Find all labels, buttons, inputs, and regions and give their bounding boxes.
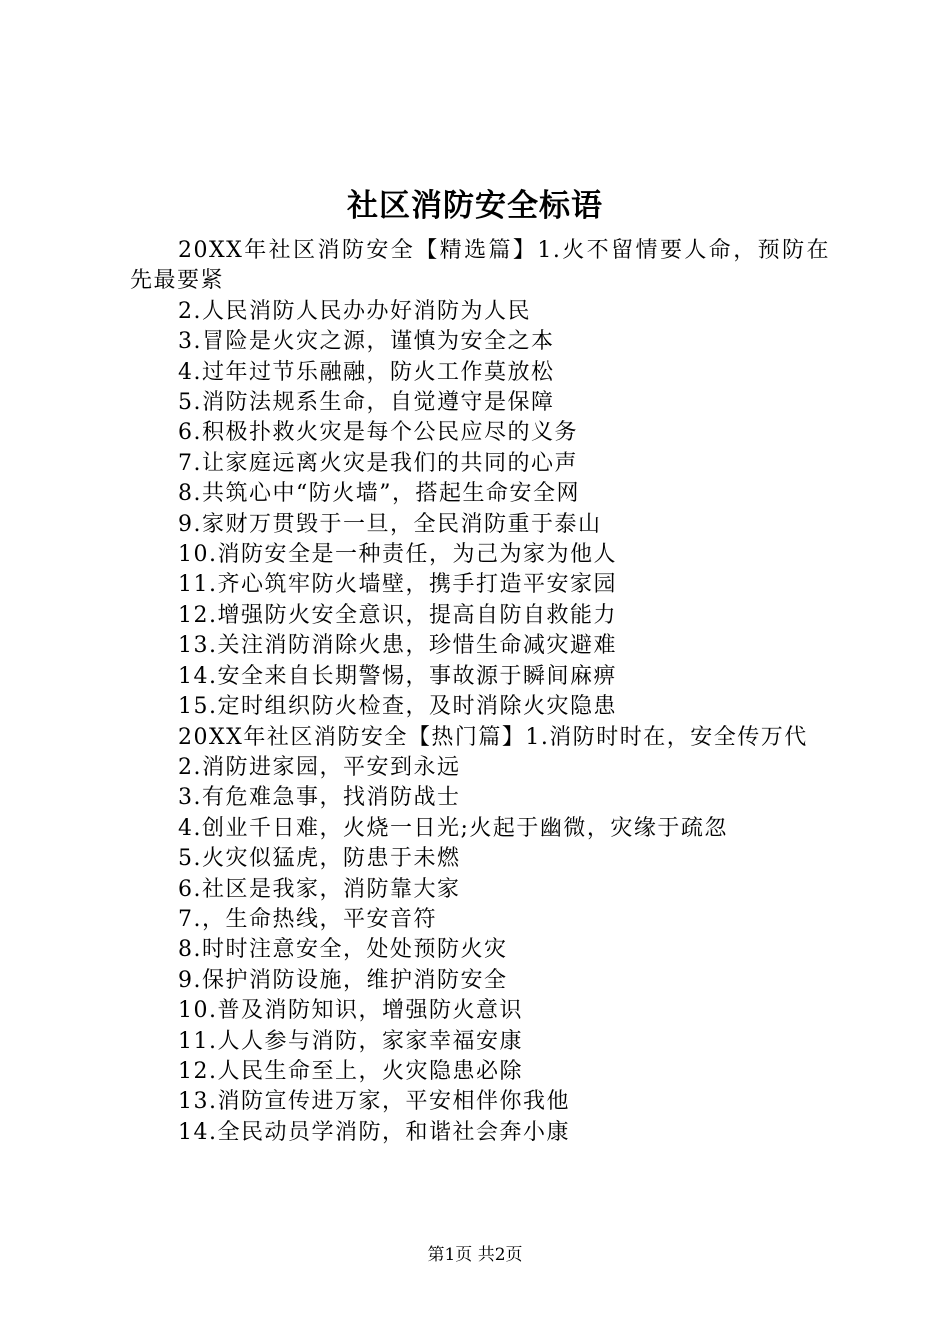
- list-item: 10.消防安全是一种责任，为己为家为他人: [178, 542, 617, 568]
- list-item: 3.有危难急事，找消防战士: [178, 785, 461, 811]
- list-item: 8.时时注意安全，处处预防火灾: [178, 937, 508, 963]
- list-item: 7.让家庭远离火灾是我们的共同的心声: [178, 450, 578, 476]
- list-item: 13.消防宣传进万家，平安相伴你我他: [178, 1089, 570, 1115]
- list-item: 12.人民生命至上，火灾隐患必除: [178, 1058, 523, 1084]
- list-item: 10.普及消防知识，增强防火意识: [178, 998, 523, 1024]
- section2-intro: 20XX年社区消防安全【热门篇】1.消防时时在，安全传万代: [178, 724, 808, 750]
- list-item: 5.火灾似猛虎，防患于未燃: [178, 846, 461, 872]
- list-item: 5.消防法规系生命，自觉遵守是保障: [178, 390, 555, 416]
- list-item: 6.社区是我家，消防靠大家: [178, 876, 461, 902]
- list-item: 14.全民动员学消防，和谐社会奔小康: [178, 1119, 570, 1145]
- list-item: 2.消防进家园，平安到永远: [178, 754, 461, 780]
- list-item: 8.共筑心中“防火墙”，搭起生命安全网: [178, 481, 580, 507]
- list-item: 13.关注消防消除火患，珍惜生命减灾避难: [178, 633, 617, 659]
- list-item: 6.积极扑救火灾是每个公民应尽的义务: [178, 420, 578, 446]
- section1-intro: 20XX年社区消防安全【精选篇】1.火不留情要人命，预防在先最要紧: [130, 238, 830, 294]
- list-item: 9.家财万贯毁于一旦，全民消防重于泰山: [178, 511, 602, 537]
- list-item: 15.定时组织防火检查，及时消除火灾隐患: [178, 694, 617, 720]
- document-title: 社区消防安全标语: [347, 188, 603, 224]
- document-body: [130, 236, 830, 1148]
- list-item: 11.齐心筑牢防火墙壁，携手打造平安家园: [178, 572, 617, 598]
- list-item: 7.，生命热线，平安音符: [178, 906, 437, 932]
- page-number-footer: 第1页 共2页: [427, 1245, 523, 1265]
- list-item: 2.人民消防人民办办好消防为人民: [178, 298, 531, 324]
- list-item: 12.增强防火安全意识，提高自防自救能力: [178, 602, 617, 628]
- list-item: 4.过年过节乐融融，防火工作莫放松: [178, 359, 555, 385]
- list-item: 3.冒险是火灾之源，谨慎为安全之本: [178, 329, 555, 355]
- list-item: 14.安全来自长期警惕，事故源于瞬间麻痹: [178, 663, 617, 689]
- list-item: 11.人人参与消防，家家幸福安康: [178, 1028, 523, 1054]
- list-item: 4.创业千日难，火烧一日光;火起于幽微，灾缘于疏忽: [178, 815, 728, 841]
- list-item: 9.保护消防设施，维护消防安全: [178, 967, 508, 993]
